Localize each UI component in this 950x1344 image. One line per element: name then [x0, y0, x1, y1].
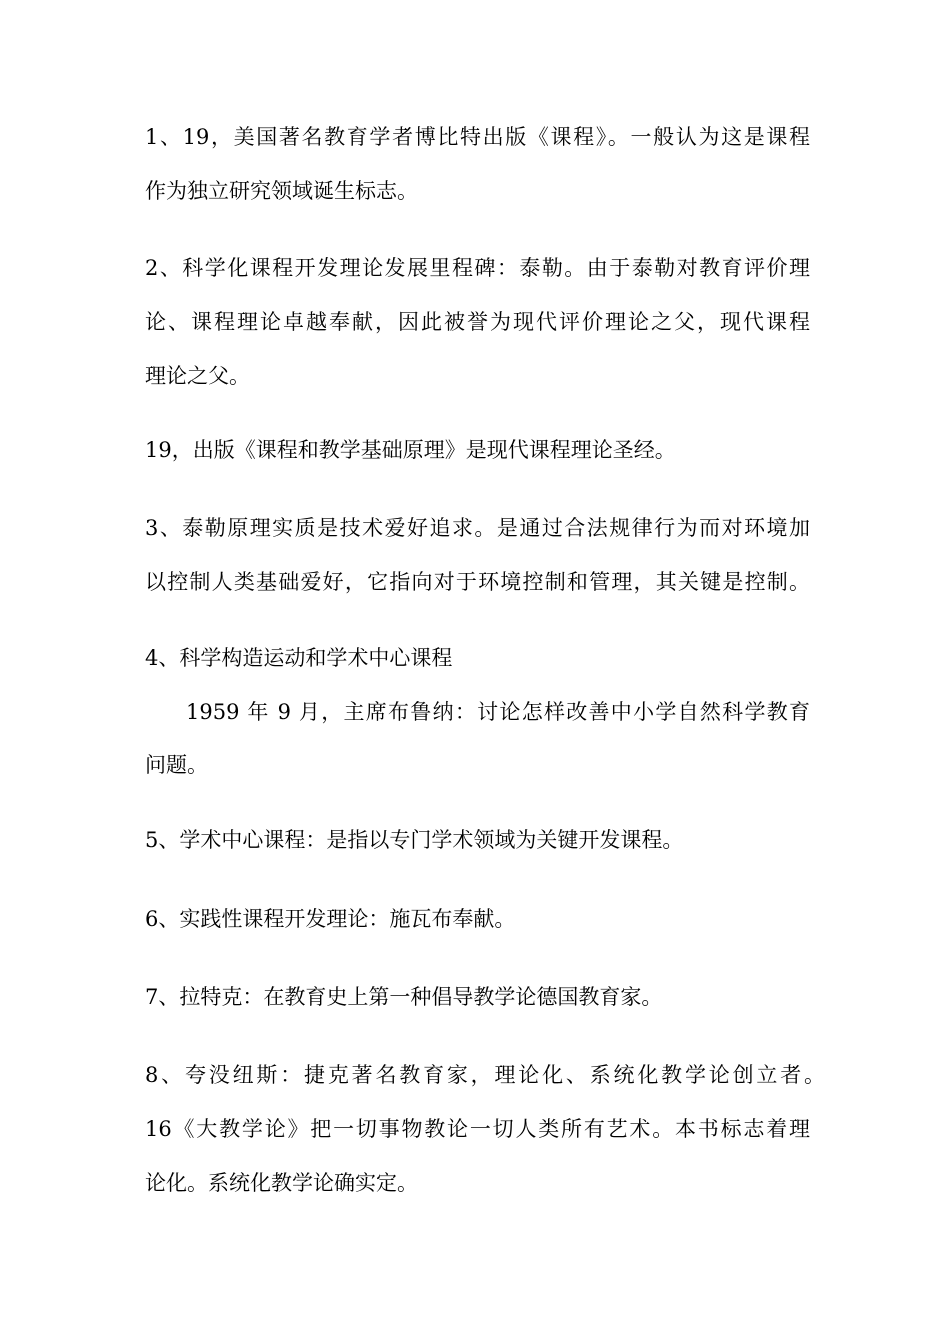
text-line: 以控制人类基础爱好，它指向对于环境控制和管理，其关键是控制。 — [145, 570, 810, 594]
text-line: 6、实践性课程开发理论：施瓦布奉献。 — [145, 907, 516, 931]
text-line: 16《大教学论》把一切事物教论一切人类所有艺术。本书标志着理 — [145, 1117, 810, 1141]
text-line: 1、19，美国著名教育学者博比特出版《课程》。一般认为这是课程 — [145, 125, 810, 149]
text-line: 理论之父。 — [145, 364, 250, 388]
text-line: 19，出版《课程和教学基础原理》是现代课程理论圣经。 — [145, 438, 676, 462]
text-line: 问题。 — [145, 753, 208, 777]
text-line: 4、科学构造运动和学术中心课程 — [145, 646, 453, 670]
text-line: 8、夸没纽斯：捷克著名教育家，理论化、系统化教学论创立者。 — [145, 1063, 825, 1087]
text-line: 1959 年 9 月，主席布鲁纳：讨论怎样改善中小学自然科学教育 — [186, 700, 810, 724]
text-line: 7、拉特克：在教育史上第一种倡导教学论德国教育家。 — [145, 985, 663, 1009]
text-line: 2、科学化课程开发理论发展里程碑：泰勒。由于泰勒对教育评价理 — [145, 256, 810, 280]
text-line: 作为独立研究领域诞生标志。 — [145, 179, 418, 203]
text-line: 论、课程理论卓越奉献，因此被誉为现代评价理论之父，现代课程 — [145, 310, 810, 334]
text-line: 论化。系统化教学论确实定。 — [145, 1171, 418, 1195]
text-line: 3、泰勒原理实质是技术爱好追求。是通过合法规律行为而对环境加 — [145, 516, 810, 540]
text-line: 5、学术中心课程：是指以专门学术领域为关键开发课程。 — [145, 828, 684, 852]
